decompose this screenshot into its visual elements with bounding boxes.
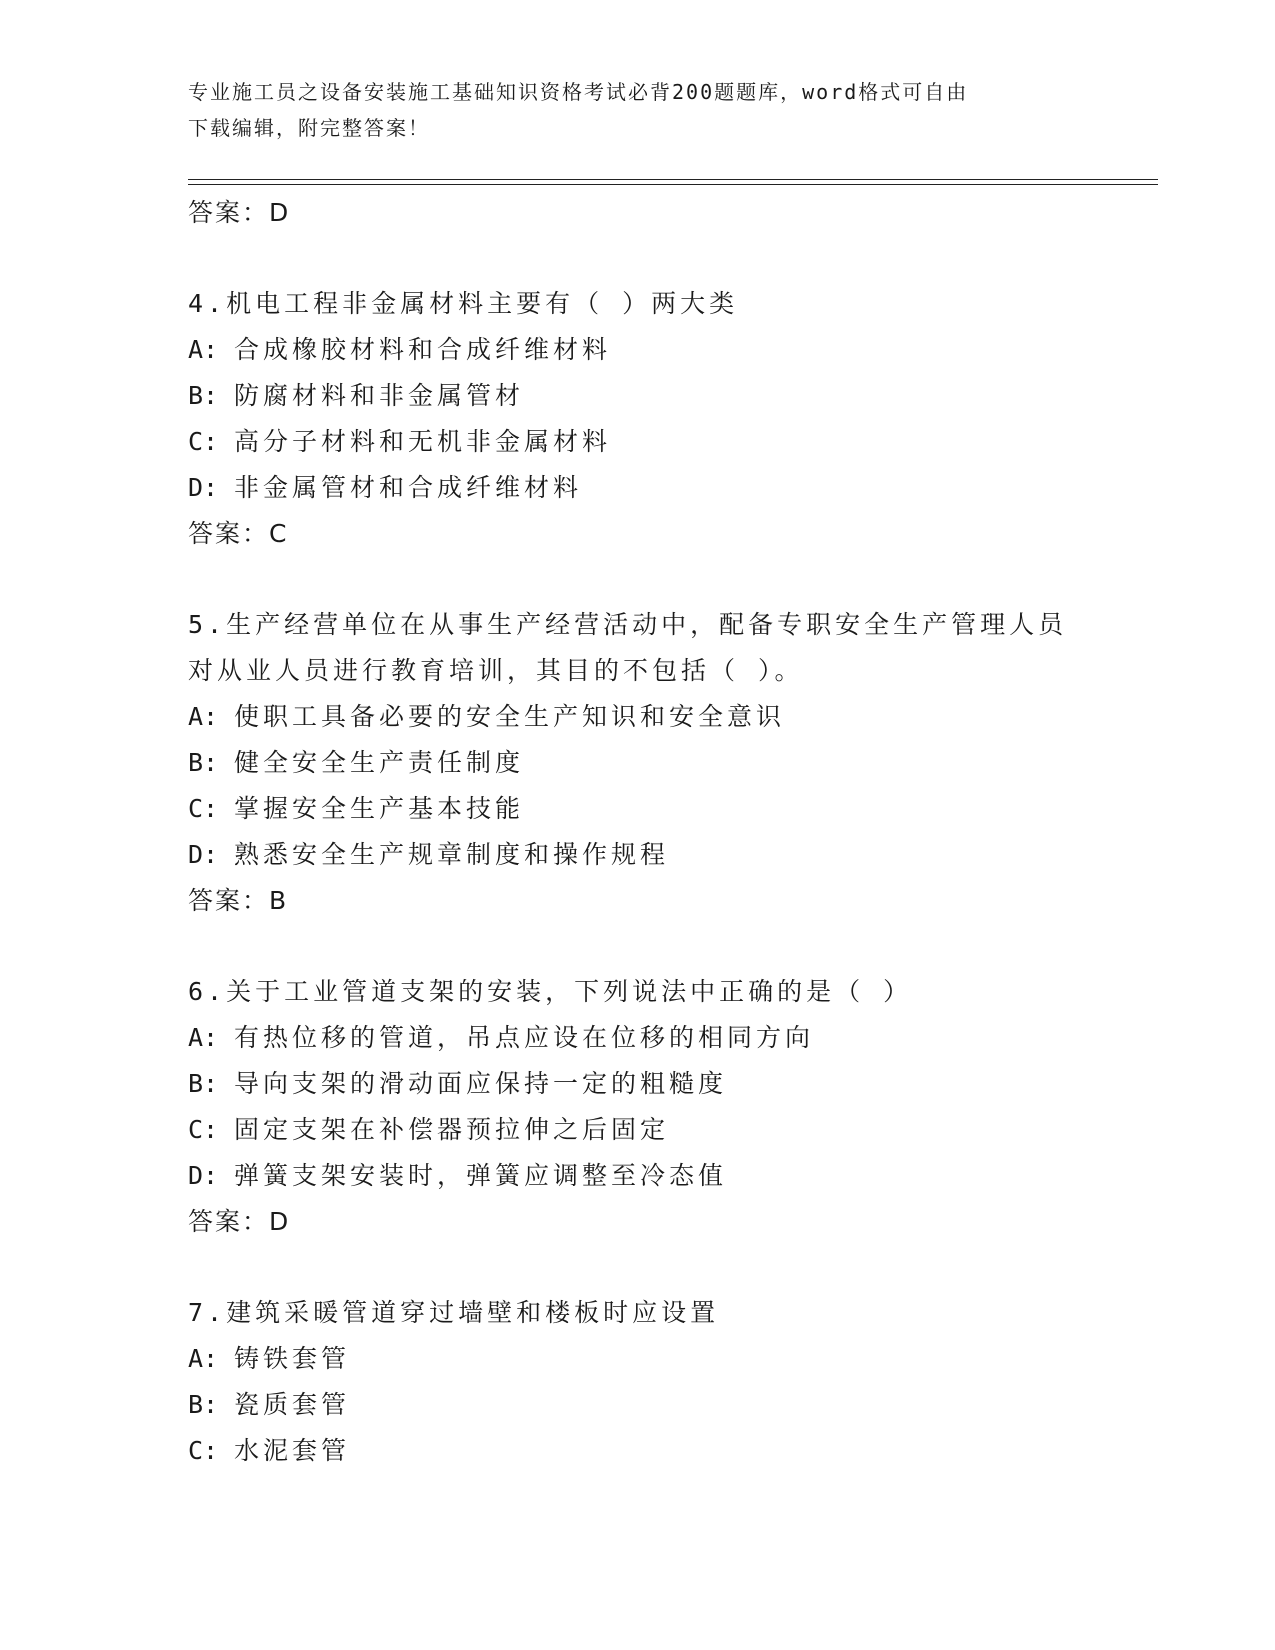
header-divider-top (188, 179, 1158, 180)
option-a (188, 1336, 1148, 1382)
option-text: 熟悉安全生产规章制度和操作规程 (234, 840, 670, 869)
option-label: C: (188, 1436, 219, 1465)
option-b (188, 740, 1148, 786)
option-c (188, 786, 1148, 832)
option-text: 铸铁套管 (234, 1344, 351, 1373)
question-stem-line-1: 5.生产经营单位在从事生产经营活动中，配备专职安全生产管理人员 (188, 610, 1068, 639)
option-label: A: (188, 1344, 219, 1373)
question-4 (188, 281, 1148, 557)
option-b (188, 373, 1148, 419)
option-label: A: (188, 335, 219, 364)
option-a (188, 694, 1148, 740)
option-text: 水泥套管 (234, 1436, 351, 1465)
option-text: 防腐材料和非金属管材 (234, 381, 525, 410)
question-7 (188, 1290, 1148, 1474)
option-label: D: (188, 840, 219, 869)
option-label: C: (188, 1115, 219, 1144)
option-label: A: (188, 1023, 219, 1052)
option-label: D: (188, 473, 219, 502)
page-header (188, 74, 1088, 146)
option-text: 瓷质套管 (234, 1390, 351, 1419)
option-label: C: (188, 427, 219, 456)
option-b (188, 1061, 1148, 1107)
option-text: 健全安全生产责任制度 (234, 748, 525, 777)
option-text: 弹簧支架安装时，弹簧应调整至冷态值 (234, 1161, 728, 1190)
option-text: 固定支架在补偿器预拉伸之后固定 (234, 1115, 670, 1144)
option-d (188, 1153, 1148, 1199)
option-d (188, 832, 1148, 878)
option-text: 有热位移的管道，吊点应设在位移的相同方向 (234, 1023, 815, 1052)
option-label: C: (188, 794, 219, 823)
header-line-1: 专业施工员之设备安装施工基础知识资格考试必背200题题库，word格式可自由 (188, 80, 969, 104)
question-stem: 7.建筑采暖管道穿过墙壁和楼板时应设置 (188, 1298, 720, 1327)
answer-q4: 答案：C (188, 519, 289, 548)
option-label: B: (188, 1390, 219, 1419)
question-6 (188, 969, 1148, 1245)
header-divider-bottom (188, 184, 1158, 185)
option-label: B: (188, 748, 219, 777)
option-text: 使职工具备必要的安全生产知识和安全意识 (234, 702, 786, 731)
option-label: B: (188, 1069, 219, 1098)
option-label: A: (188, 702, 219, 731)
question-stem-line-2: 对从业人员进行教育培训，其目的不包括（ ）。 (188, 656, 804, 685)
question-stem: 6.关于工业管道支架的安装，下列说法中正确的是（ ） (188, 977, 913, 1006)
answer-q5: 答案：B (188, 886, 289, 915)
question-5 (188, 602, 1148, 924)
option-text: 高分子材料和无机非金属材料 (234, 427, 612, 456)
answer-q3: 答案：D (188, 198, 291, 227)
option-text: 非金属管材和合成纤维材料 (234, 473, 583, 502)
option-c (188, 1428, 1148, 1474)
option-a (188, 327, 1148, 373)
option-label: D: (188, 1161, 219, 1190)
option-text: 导向支架的滑动面应保持一定的粗糙度 (234, 1069, 728, 1098)
option-text: 合成橡胶材料和合成纤维材料 (234, 335, 612, 364)
option-text: 掌握安全生产基本技能 (234, 794, 525, 823)
option-a (188, 1015, 1148, 1061)
question-content (188, 190, 1148, 1474)
header-line-2: 下载编辑，附完整答案！ (188, 116, 430, 140)
option-c (188, 1107, 1148, 1153)
option-d (188, 465, 1148, 511)
option-b (188, 1382, 1148, 1428)
answer-q6: 答案：D (188, 1207, 291, 1236)
option-label: B: (188, 381, 219, 410)
option-c (188, 419, 1148, 465)
question-stem: 4.机电工程非金属材料主要有（ ）两大类 (188, 289, 739, 318)
